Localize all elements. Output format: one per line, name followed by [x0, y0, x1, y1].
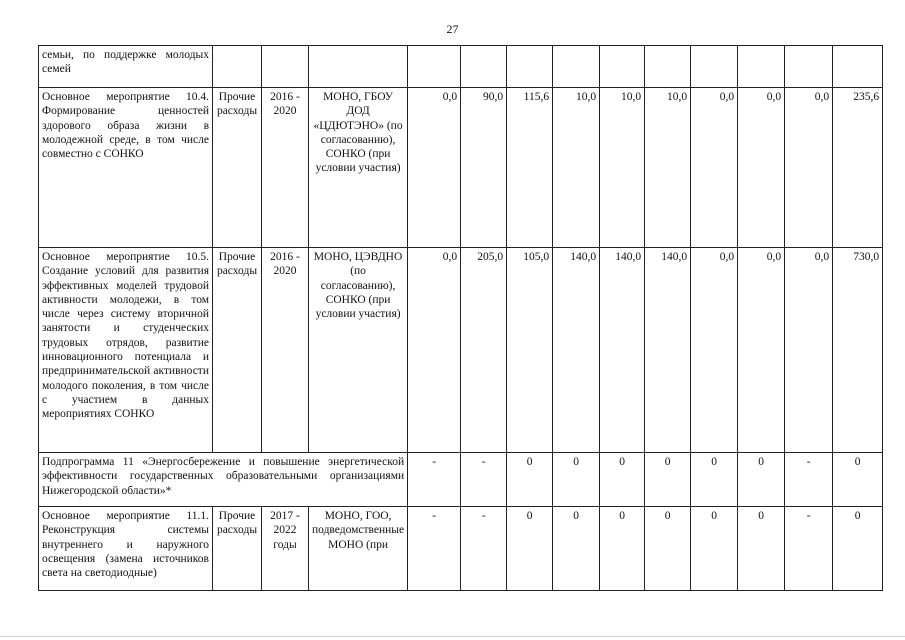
- value-cell: -: [461, 453, 507, 507]
- value-cell: 0: [833, 453, 883, 507]
- page-number: 27: [446, 22, 459, 36]
- value-cell: -: [785, 507, 833, 591]
- value-cell: 0: [553, 453, 600, 507]
- description-cell: Основное мероприятие 11.1. Реконструкция системы внутреннего и наружного освещения (замена источников света на светодиодные): [39, 507, 213, 591]
- value-cell: 0,0: [408, 248, 461, 453]
- executor-cell: МОНО, ГОО, подведомственные МОНО (при: [309, 507, 408, 591]
- value-cell: 0: [645, 507, 691, 591]
- table-row: [39, 507, 883, 591]
- expense-type-cell: Прочие расходы: [213, 507, 262, 591]
- empty-cell: [833, 46, 883, 88]
- value-cell: 0: [691, 453, 738, 507]
- executor-cell: МОНО, ГБОУ ДОД «ЦДЮТЭНО» (по согласованию), СОНКО (при условии участия): [309, 88, 408, 248]
- empty-cell: [553, 46, 600, 88]
- description-cell: семьи, по поддержке молодых семей: [39, 46, 213, 88]
- value-cell: 0: [645, 453, 691, 507]
- value-cell: 0: [600, 453, 645, 507]
- empty-cell: [408, 46, 461, 88]
- empty-cell: [691, 46, 738, 88]
- value-cell: 90,0: [461, 88, 507, 248]
- empty-cell: [262, 46, 309, 88]
- empty-cell: [738, 46, 785, 88]
- empty-cell: [507, 46, 553, 88]
- value-cell: 0,0: [691, 248, 738, 453]
- value-cell: 140,0: [645, 248, 691, 453]
- value-cell: 0,0: [785, 88, 833, 248]
- value-cell: 0,0: [785, 248, 833, 453]
- executor-cell: МОНО, ЦЭВДНО (по согласованию), СОНКО (при условии участия): [309, 248, 408, 453]
- value-cell: 0: [738, 507, 785, 591]
- period-cell: 2017 - 2022 годы: [262, 507, 309, 591]
- value-cell: 0,0: [408, 88, 461, 248]
- value-cell: 205,0: [461, 248, 507, 453]
- table-row: [39, 453, 883, 507]
- description-cell: Основное мероприятие 10.4. Формирование ценностей здорового образа жизни в молодежной среде, в том числе совместно с СОНКО: [39, 88, 213, 248]
- value-cell: 0,0: [738, 248, 785, 453]
- value-cell: 10,0: [645, 88, 691, 248]
- empty-cell: [213, 46, 262, 88]
- table-row: [39, 248, 883, 453]
- value-cell: 0: [507, 507, 553, 591]
- scan-edge-line: [0, 636, 905, 637]
- table-row: [39, 46, 883, 88]
- empty-cell: [645, 46, 691, 88]
- empty-cell: [785, 46, 833, 88]
- expense-type-cell: Прочие расходы: [213, 248, 262, 453]
- empty-cell: [600, 46, 645, 88]
- empty-cell: [309, 46, 408, 88]
- value-cell: -: [408, 507, 461, 591]
- value-cell: 0: [833, 507, 883, 591]
- value-cell: 730,0: [833, 248, 883, 453]
- value-cell: 235,6: [833, 88, 883, 248]
- period-cell: 2016 - 2020: [262, 88, 309, 248]
- value-cell: 10,0: [553, 88, 600, 248]
- value-cell: 140,0: [553, 248, 600, 453]
- value-cell: 0: [600, 507, 645, 591]
- value-cell: -: [461, 507, 507, 591]
- expense-type-cell: Прочие расходы: [213, 88, 262, 248]
- value-cell: 0,0: [738, 88, 785, 248]
- value-cell: -: [785, 453, 833, 507]
- value-cell: 140,0: [600, 248, 645, 453]
- value-cell: 0,0: [691, 88, 738, 248]
- table-row: [39, 88, 883, 248]
- value-cell: 0: [691, 507, 738, 591]
- value-cell: 105,0: [507, 248, 553, 453]
- value-cell: 115,6: [507, 88, 553, 248]
- value-cell: 10,0: [600, 88, 645, 248]
- period-cell: 2016 - 2020: [262, 248, 309, 453]
- empty-cell: [461, 46, 507, 88]
- value-cell: 0: [738, 453, 785, 507]
- value-cell: 0: [507, 453, 553, 507]
- value-cell: -: [408, 453, 461, 507]
- program-measures-table: [38, 45, 883, 591]
- description-cell: Основное мероприятие 10.5. Создание условий для развития эффективных моделей трудовой активности молодежи, в том числе через систему вторичной занятости и студенческих трудовых отрядов, развитие инновационного потенциала и предпринимательской активности молодого поколения, в том числе с участием в данных мероприятиях СОНКО: [39, 248, 213, 453]
- value-cell: 0: [553, 507, 600, 591]
- subprogram-title-cell: Подпрограмма 11 «Энергосбережение и повышение энергетической эффективности государственных образовательными организациями Нижегородской области»*: [39, 453, 408, 507]
